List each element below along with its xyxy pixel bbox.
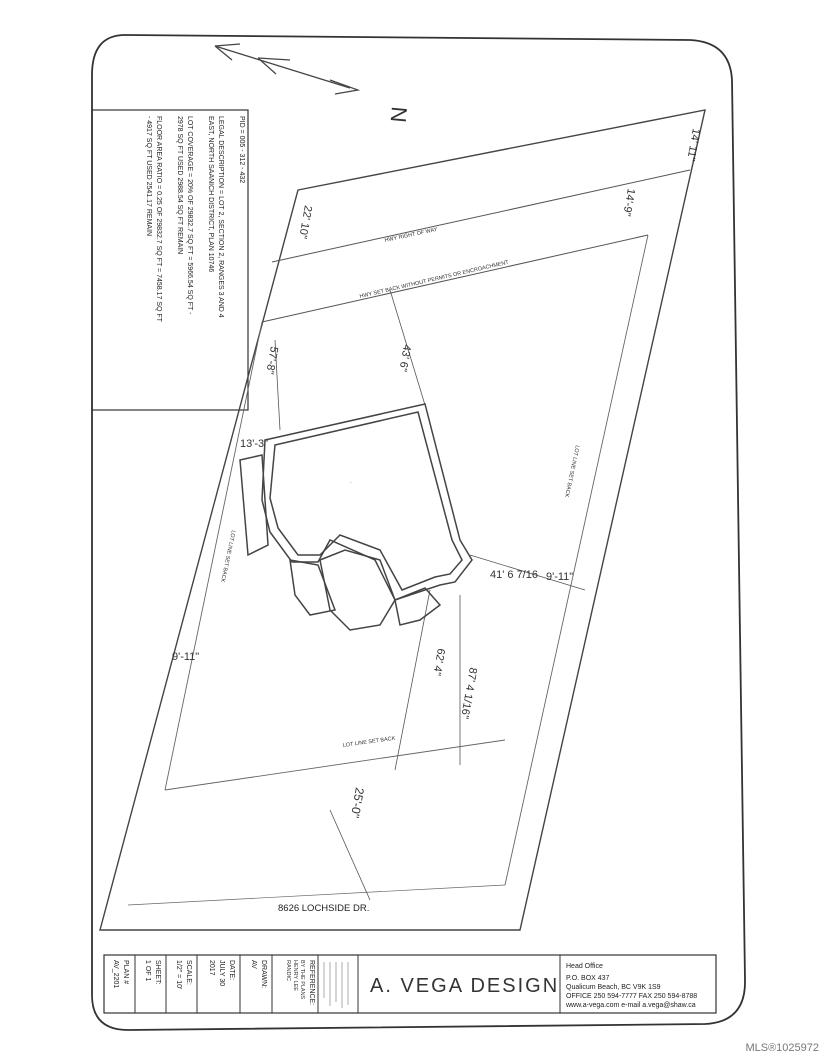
hwy-setback-label: HWY SET BACK WITHOUT PERMITS OR ENCROACHMENT bbox=[359, 259, 510, 300]
office-line: OFFICE 250 594-7777 FAX 250 594-8788 bbox=[566, 993, 698, 1000]
office-line: P.O. BOX 437 bbox=[566, 975, 610, 982]
plan-number-value: AV_2201 bbox=[112, 960, 119, 989]
reference-label: REFERENCE: bbox=[308, 960, 315, 1006]
house-center-mark: · bbox=[350, 480, 352, 486]
mls-watermark: MLS®1025972 bbox=[745, 1042, 819, 1054]
legal-line: FLOOR AREA RATIO = 0.25 OF 29832.7 SQ FT = 7458.17 SQ FT bbox=[155, 116, 162, 322]
north-label: N bbox=[385, 105, 412, 124]
right-of-way-label: HWY RIGHT OF WAY bbox=[384, 226, 439, 244]
office-line: www.a-vega.com e-mail a.vega@shaw.ca bbox=[566, 1002, 696, 1009]
drawn-label: DRAWN: bbox=[260, 960, 267, 989]
dimension-lines bbox=[275, 290, 585, 900]
front-line bbox=[128, 885, 505, 905]
dim-87-4: 87' 4 1/16" bbox=[458, 666, 479, 720]
dim-14-11: 14' 11" bbox=[684, 127, 702, 162]
date-value-year: 2017 bbox=[208, 960, 215, 976]
sheet-value: 1 OF 1 bbox=[144, 960, 151, 982]
reference-line: BY THE PLANS bbox=[299, 960, 305, 1000]
legal-line: PID = 005 - 312 - 432 bbox=[238, 116, 245, 184]
dim-43-6: 43' 6" bbox=[396, 343, 413, 373]
fine-print-stamp bbox=[324, 962, 348, 1008]
dim-14-9: 14'-9" bbox=[620, 187, 637, 218]
left-setback-label: LOT LINE SET BACK bbox=[219, 529, 236, 583]
office-line: Head Office bbox=[566, 963, 603, 970]
street-label: 8626 LOCHSIDE DR. bbox=[278, 903, 370, 914]
right-setback-label: LOT LINE SET BACK bbox=[563, 444, 580, 498]
date-value-month: JULY 30 bbox=[218, 960, 225, 987]
drawn-value: AV bbox=[250, 960, 257, 969]
bottom-setback-label: LOT LINE SET BACK bbox=[342, 735, 396, 749]
dim-62-4: 62' 4" bbox=[430, 647, 447, 677]
dim-9-11-left: 9'-11" bbox=[172, 651, 200, 663]
right-setback-line bbox=[505, 235, 648, 885]
dim-41-6: 41' 6 7/16 bbox=[490, 569, 538, 581]
dim-13-3: 13'-3" bbox=[240, 438, 269, 450]
date-label: DATE: bbox=[228, 960, 235, 981]
north-arrow-icon bbox=[215, 44, 358, 94]
legal-line: EAST, NORTH SAANICH DISTRICT, PLAN 10746 bbox=[207, 116, 214, 273]
reference-line: HENRY LEE bbox=[292, 960, 298, 991]
reference-line: RANDIC bbox=[285, 960, 291, 982]
legal-line: LEGAL DESCRIPTION = LOT 2, SECTION 2, RANGES 3 AND 4 bbox=[217, 116, 224, 318]
plan-number-label: PLAN # bbox=[122, 960, 129, 985]
company-name: A. VEGA DESIGN bbox=[370, 975, 560, 997]
legal-line: LOT COVERAGE = 20% OF 29832.7 SQ FT = 5966.54 SQ FT - bbox=[186, 116, 193, 315]
office-line: Qualicum Beach, BC V9K 1S9 bbox=[566, 984, 661, 991]
dim-22-10: 22' 10" bbox=[296, 204, 314, 240]
rear-setback-line bbox=[165, 740, 505, 790]
sheet-label: SHEET: bbox=[154, 960, 161, 985]
legal-line: 2978 SQ FT USED 2988.54 SQ FT REMAIN bbox=[176, 116, 183, 255]
scale-label: SCALE: bbox=[185, 960, 192, 985]
hwy-setback-line bbox=[262, 235, 648, 322]
scale-value: 1/2" = 10' bbox=[175, 960, 182, 990]
legal-block bbox=[145, 116, 245, 323]
house-footprint bbox=[240, 404, 472, 630]
legal-line: - 4917 SQ FT USED 2541.17 REMAIN bbox=[145, 116, 152, 237]
dim-57-8: 57'-8" bbox=[263, 345, 280, 376]
dim-25-0: 25'-0" bbox=[347, 786, 367, 820]
dim-9-11-right: 9'-11" bbox=[546, 571, 574, 583]
